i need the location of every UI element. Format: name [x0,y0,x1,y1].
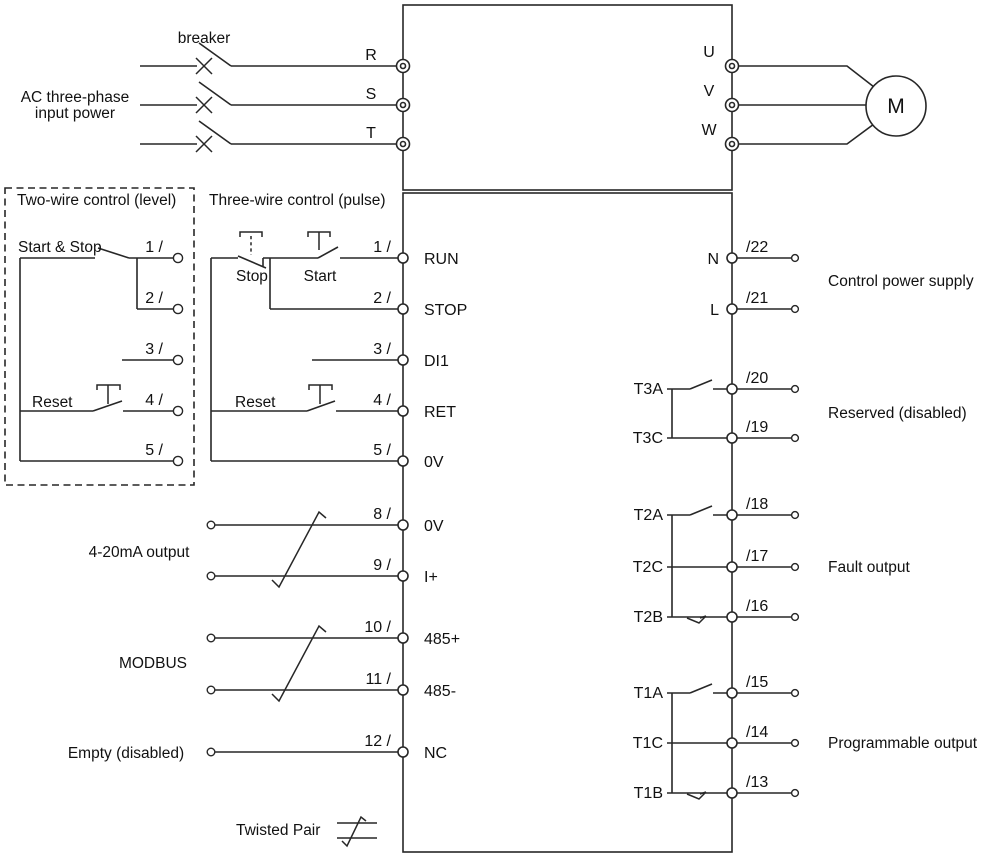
three-wire-title: Three-wire control (pulse) [209,192,386,209]
motor-output-terminals [726,60,739,151]
output-label-u: U [703,44,715,61]
terminal-num-22: /22 [746,239,769,256]
terminal-num-11: 11 / [365,671,391,688]
two-wire-reset-label: Reset [32,394,73,411]
two-wire-title: Two-wire control (level) [17,192,177,209]
phase-input-terminals [397,60,410,151]
modbus-wires [207,626,398,701]
two-wire-terminal-4: 4 / [145,392,163,409]
terminal-num-21: /21 [746,290,769,307]
t1-relay-contact [667,684,727,799]
terminal-name-i-plus: I+ [424,569,438,586]
stop-button-label: Stop [236,268,268,285]
power-unit-box [403,5,732,190]
motor-leads [739,66,874,144]
three-wire-control-circuit [211,232,398,461]
terminal-num-3: 3 / [373,341,391,358]
three-wire-reset-label: Reset [235,394,276,411]
motor-label: M [887,95,905,118]
terminal-name-t3c: T3C [632,430,663,447]
terminal-name-485-plus: 485+ [424,631,461,648]
twisted-pair-label: Twisted Pair [236,822,321,839]
terminal-name-t2b: T2B [633,609,663,626]
ac-input-label-line1: AC three-phase [20,89,130,106]
ac-input-label-line2: input power [34,105,116,122]
analog-output-label: 4-20mA output [88,544,190,561]
terminal-name-t3a: T3A [633,381,663,398]
t2-relay-contact [667,506,727,623]
terminal-num-20: /20 [746,370,769,387]
terminal-name-run: RUN [424,251,459,268]
right-terminal-stubs [737,255,798,797]
terminal-num-13: /13 [746,774,769,791]
output-label-w: W [701,122,717,139]
terminal-name-l: L [710,302,719,319]
terminal-name-t1c: T1C [632,735,663,752]
terminal-name-stop: STOP [424,302,468,319]
start-stop-label: Start & Stop [18,239,102,256]
output-label-v: V [703,83,715,100]
terminal-name-t2c: T2C [632,559,663,576]
analog-output-wires [207,512,398,587]
terminal-name-ret: RET [424,404,456,421]
terminal-num-17: /17 [746,548,769,565]
terminal-name-0v-2: 0V [424,518,444,535]
terminal-num-1: 1 / [373,239,391,256]
terminal-name-di1: DI1 [424,353,449,370]
terminal-name-485-minus: 485- [424,683,457,700]
start-button-label: Start [303,268,337,285]
terminal-name-t2a: T2A [633,507,663,524]
terminal-num-18: /18 [746,496,769,513]
terminal-num-8: 8 / [373,506,391,523]
terminal-name-t1a: T1A [633,685,663,702]
terminal-num-10: 10 / [364,619,391,636]
terminal-num-2: 2 / [373,290,391,307]
group-label-reserved: Reserved (disabled) [828,405,967,422]
phase-label-t: T [366,125,376,142]
terminal-num-14: /14 [746,724,769,741]
two-wire-control-box [5,188,194,485]
phase-label-s: S [365,86,377,103]
terminal-name-t1b: T1B [633,785,663,802]
two-wire-terminal-3: 3 / [145,341,163,358]
breaker-switch-icon [140,43,396,152]
two-wire-terminal-1: 1 / [145,239,163,256]
twisted-pair-legend-icon [337,817,377,846]
modbus-label: MODBUS [118,655,188,672]
two-wire-terminal-5: 5 / [145,442,163,459]
control-unit-box [403,193,732,852]
group-label-programmable: Programmable output [828,735,978,752]
terminal-num-12: 12 / [364,733,391,750]
terminal-num-5: 5 / [373,442,391,459]
terminal-num-19: /19 [746,419,769,436]
terminal-name-nc: NC [424,745,448,762]
terminal-num-16: /16 [746,598,769,615]
terminal-num-9: 9 / [373,557,391,574]
terminal-num-15: /15 [746,674,769,691]
t3-relay-contact [667,380,727,438]
terminal-name-0v: 0V [424,454,444,471]
breaker-label: breaker [177,30,231,47]
phase-label-r: R [365,47,377,64]
terminal-name-n: N [707,251,719,268]
empty-label: Empty (disabled) [67,745,185,762]
terminal-num-4: 4 / [373,392,391,409]
group-label-fault-output: Fault output [828,559,910,576]
group-label-control-power: Control power supply [828,273,974,290]
two-wire-terminal-2: 2 / [145,290,163,307]
